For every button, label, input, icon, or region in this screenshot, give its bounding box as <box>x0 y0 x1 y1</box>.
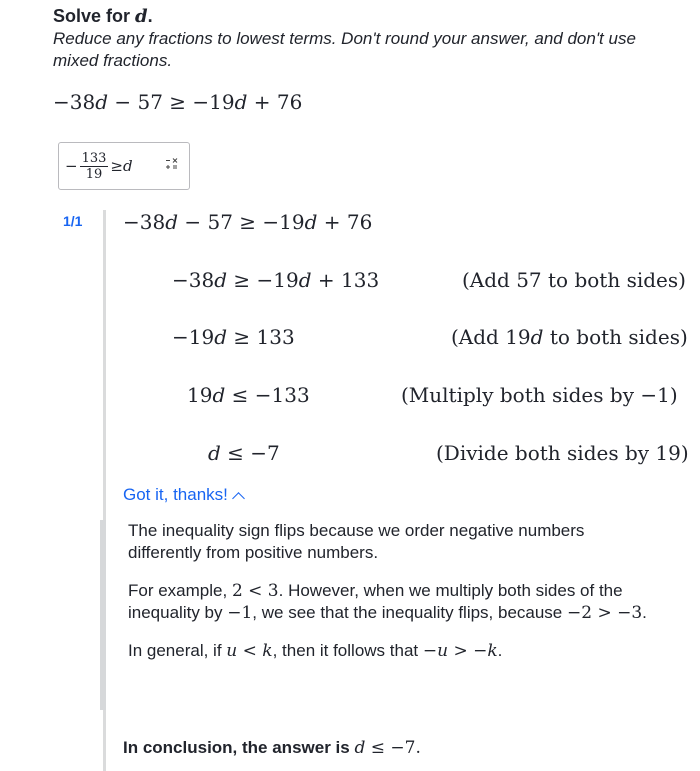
answer-sign: − <box>65 157 78 175</box>
step-explanation: (Multiply both sides by −1) <box>401 383 678 407</box>
explanation-paragraph-1: The inequality sign flips because we order negative numbers differently from positive numbers. <box>128 521 585 562</box>
step-equation: 19d ≤ −133 <box>187 383 310 407</box>
answer-relation: ≥ <box>110 157 123 175</box>
hint-start-equation: −38d − 57 ≥ −19d + 76 <box>123 210 373 234</box>
got-it-toggle[interactable] <box>123 485 243 505</box>
step-equation: d ≤ −7 <box>208 441 280 465</box>
answer-variable: d <box>122 157 133 175</box>
step-equation: −38d ≥ −19d + 133 <box>172 268 380 292</box>
hint-rail-bottom <box>103 710 106 771</box>
problem-equation: −38d − 57 ≥ −19d + 76 <box>53 90 303 114</box>
answer-numerator: 133 <box>81 150 107 166</box>
step-explanation: (Add 19d to both sides) <box>451 325 688 349</box>
answer-fraction <box>80 151 109 182</box>
hint-rail <box>103 210 106 520</box>
hint-rail-active <box>100 520 106 710</box>
hint-counter: 1/1 <box>63 213 83 229</box>
answer-denominator: 19 <box>85 166 103 182</box>
problem-instructions: Reduce any fractions to lowest terms. Don't round your answer, and don't use mixed fractions. <box>53 29 636 70</box>
chevron-up-icon[interactable] <box>232 492 245 505</box>
explanation-paragraph-3: In general, if u < k, then it follows that −u > −k. <box>128 641 503 661</box>
got-it-label[interactable]: Got it, thanks! <box>123 485 228 504</box>
title-variable: d <box>135 6 148 27</box>
answer-input[interactable] <box>58 142 190 190</box>
hint-conclusion: In conclusion, the answer is d ≤ −7. <box>123 738 421 758</box>
step-explanation: (Add 57 to both sides) <box>462 268 686 292</box>
problem-title: Solve for d. <box>53 6 153 27</box>
step-explanation: (Divide both sides by 19) <box>436 441 689 465</box>
answer-expression[interactable] <box>65 149 133 183</box>
explanation-paragraph-2: For example, 2 < 3. However, when we multiply both sides of the inequality by −1, we see that the inequality flips, because −2 > −3. <box>128 581 647 623</box>
hint-explanation <box>128 520 648 678</box>
math-keypad-icon[interactable] <box>163 157 181 175</box>
step-equation: −19d ≥ 133 <box>172 325 295 349</box>
